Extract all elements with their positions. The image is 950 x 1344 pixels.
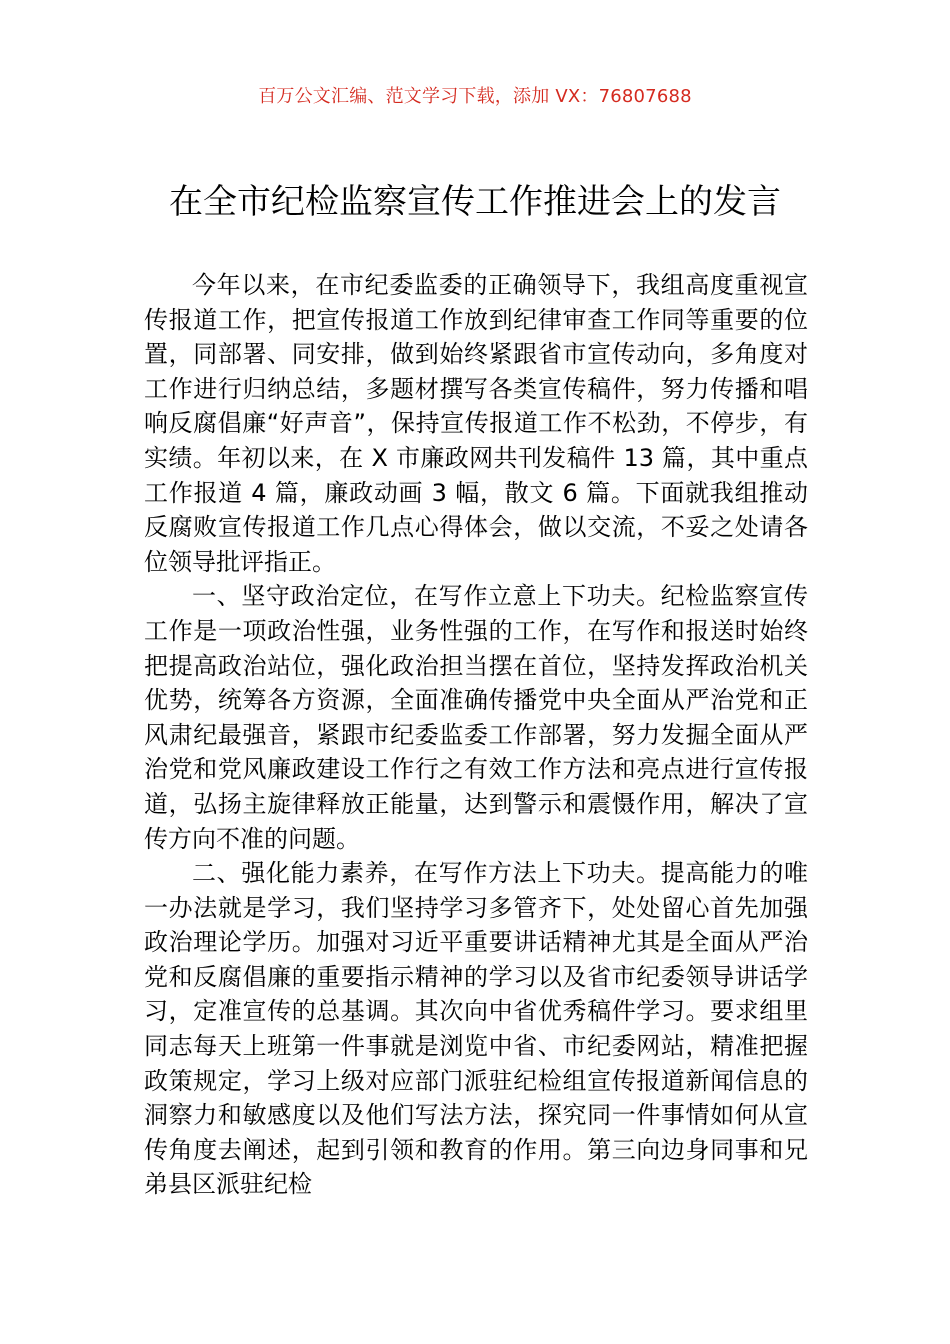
document-body [144, 268, 808, 1202]
paragraph-section-two: 二、强化能力素养，在写作方法上下功夫。提高能力的唯一办法就是学习，我们坚持学习多管齐下，处处留心首先加强政治理论学历。加强对习近平重要讲话精神尤其是全面从严治党和反腐倡廉的重要指示精神的学习以及省市纪委领导讲话学习，定准宣传的总基调。其次向中省优秀稿件学习。要求组里同志每天上班第一件事就是浏览中省、市纪委网站，精准把握政策规定，学习上级对应部门派驻纪检组宣传报道新闻信息的洞察力和敏感度以及他们写法方法，探究同一件事情如何从宣传角度去阐述，起到引领和教育的作用。第三向边身同事和兄弟县区派驻纪检 [144, 859, 808, 1199]
paragraph-section-one: 一、坚守政治定位，在写作立意上下功夫。纪检监察宣传工作是一项政治性强，业务性强的工作，在写作和报送时始终把提高政治站位，强化政治担当摆在首位，坚持发挥政治机关优势，统筹各方资源，全面准确传播党中央全面从严治党和正风肃纪最强音，紧跟市纪委监委工作部署，努力发掘全面从严治党和党风廉政建设工作行之有效工作方法和亮点进行宣传报道，弘扬主旋律释放正能量，达到警示和震慑作用，解决了宣传方向不准的问题。 [144, 582, 808, 853]
paragraph-intro: 今年以来，在市纪委监委的正确领导下，我组高度重视宣传报道工作，把宣传报道工作放到纪律审查工作同等重要的位置，同部署、同安排，做到始终紧跟省市宣传动向，多角度对工作进行归纳总结，多题材撰写各类宣传稿件，努力传播和唱响反腐倡廉“好声音”，保持宣传报道工作不松劲，不停步，有实绩。年初以来，在 X 市廉政网共刊发稿件 13 篇，其中重点工作报道 4 篇，廉政动画 3 幅，散文 6 篇。下面就我组推动反腐败宣传报道工作几点心得体会，做以交流，不妥之处请各位领导批评指正。 [144, 271, 808, 576]
header-watermark-note: 百万公文汇编、范文学习下载，添加 VX：76807688 [258, 86, 692, 107]
document-title: 在全市纪检监察宣传工作推进会上的发言 [169, 182, 781, 222]
